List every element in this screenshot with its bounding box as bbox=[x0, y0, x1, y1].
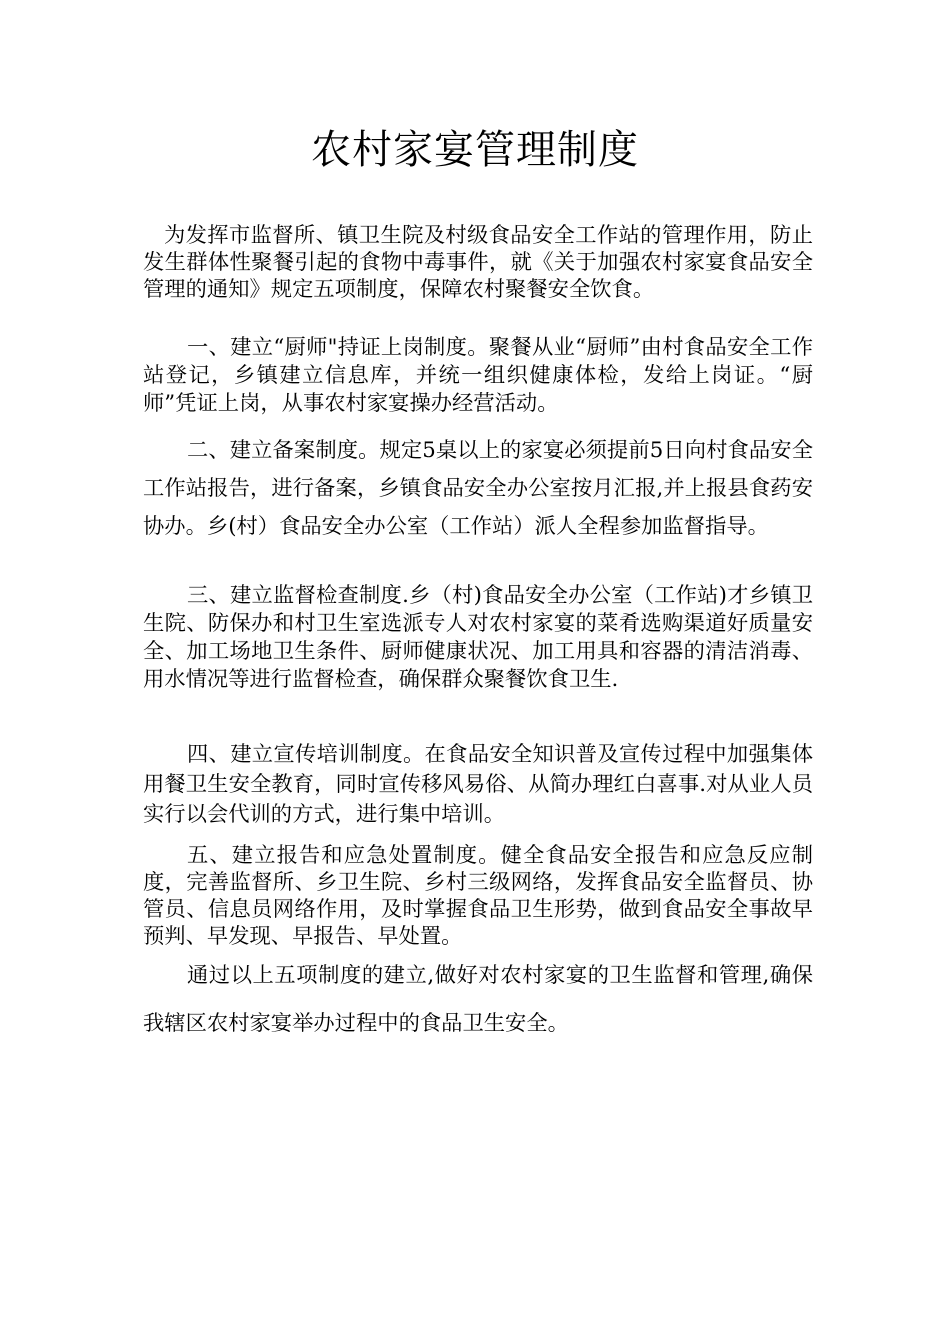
paragraph-intro: 为发挥市监督所、镇卫生院及村级食品安全工作站的管理作用，防止发生群体性聚餐引起的食物中毒事件，就《关于加强农村家宴食品安全管理的通知》规定五项制度，保障农村聚餐安全饮食。 bbox=[143, 223, 813, 302]
paragraph-training: 四、建立宣传培训制度。在食品安全知识普及宣传过程中加强集体用餐卫生安全教育，同时宣传移风易俗、从简办理红白喜事.对从业人员实行以会代训的方式，进行集中培训。 bbox=[143, 742, 813, 827]
paragraph-inspection: 三、建立监督检查制度.乡（村)食品安全办公室（工作站)才乡镇卫生院、防保办和村卫生室选派专人对农村家宴的菜肴选购渠道好质量安全、加工场地卫生条件、厨师健康状况、加工用具和容器的清洁消毒、用水情况等进行监督检查，确保群众聚餐饮食卫生. bbox=[143, 583, 813, 692]
paragraph-conclusion: 通过以上五项制度的建立,做好对农村家宴的卫生监督和管理,确保我辖区农村家宴举办过程中的食品卫生安全。 bbox=[143, 963, 813, 1036]
paragraph-chef-certification: 一、建立“厨师"持证上岗制度。聚餐从业“厨师”由村食品安全工作站登记，乡镇建立信息库，并统一组织健康体检，发给上岗证。“厨师”凭证上岗，从事农村家宴操办经营活动。 bbox=[143, 335, 813, 416]
paragraph-registration: 二、建立备案制度。规定5桌以上的家宴必须提前5日向村食品安全工作站报告，进行备案，乡镇食品安全办公室按月汇报,并上报县食药安协办。乡(村）食品安全办公室（工作站）派人全程参加监督指导。 bbox=[143, 438, 813, 539]
document-title: 农村家宴管理制度 bbox=[311, 127, 639, 173]
paragraph-emergency: 五、建立报告和应急处置制度。健全食品安全报告和应急反应制度，完善监督所、乡卫生院、乡村三级网络，发挥食品安全监督员、协管员、信息员网络作用，及时掌握食品卫生形势，做到食品安全事故早预判、早发现、早报告、早处置。 bbox=[143, 843, 813, 949]
